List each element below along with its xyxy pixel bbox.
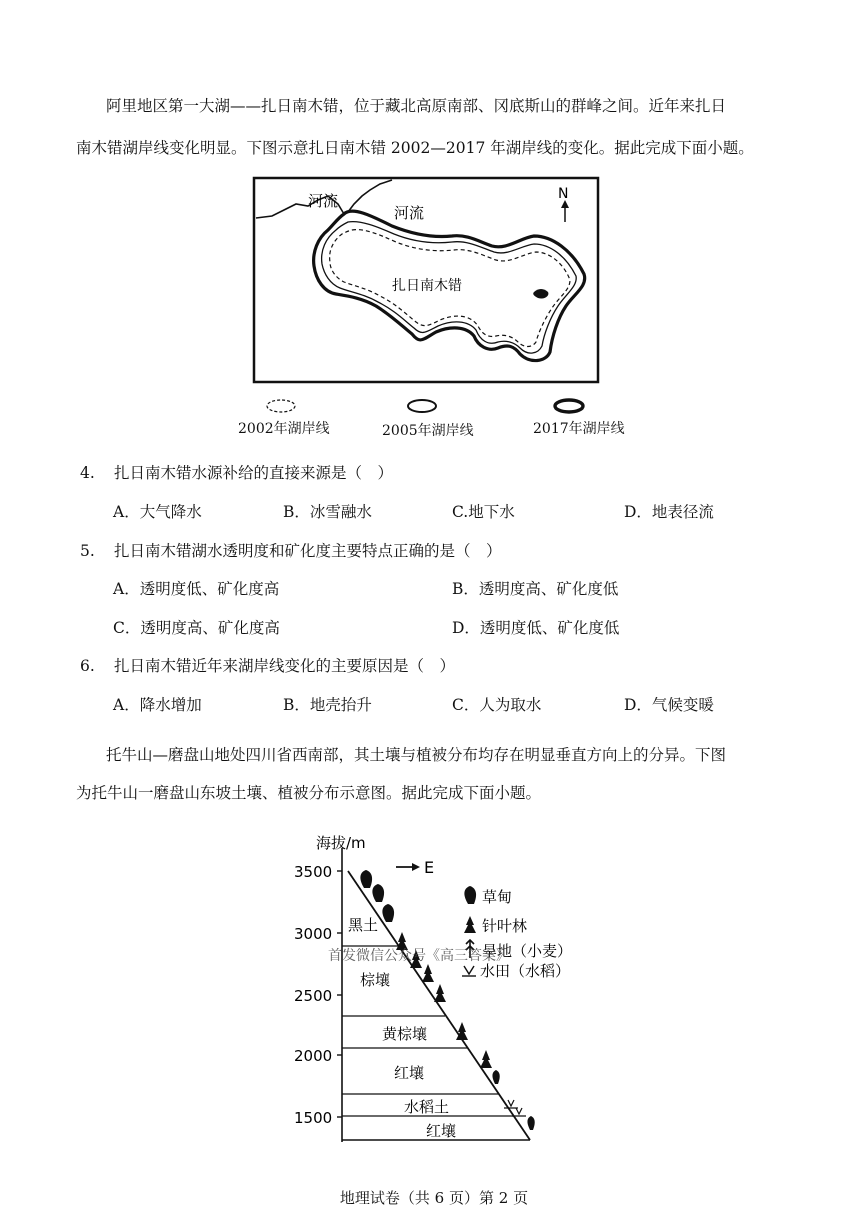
page-footer: 地理试卷（共 6 页）第 2 页 bbox=[339, 1189, 529, 1207]
soil-vegetation-profile bbox=[290, 830, 590, 1145]
legend-paddy-icon bbox=[462, 966, 476, 976]
q4-option-b[interactable]: B．冰雪融水 bbox=[283, 503, 372, 521]
tick-2000: 2000 bbox=[294, 1047, 333, 1065]
legend-paddy-label: 水田（水稻） bbox=[480, 962, 571, 980]
soil-label-paddy: 水稻土 bbox=[404, 1098, 450, 1116]
q6-option-a[interactable]: A．降水增加 bbox=[113, 696, 202, 714]
river-label-1: 河流 bbox=[308, 192, 339, 210]
q5-option-a[interactable]: A．透明度低、矿化度高 bbox=[113, 580, 280, 598]
q4-option-d[interactable]: D．地表径流 bbox=[624, 503, 714, 521]
legend-label-2002: 2002年湖岸线 bbox=[238, 421, 330, 437]
direction-label: E bbox=[424, 858, 435, 877]
tick-1500: 1500 bbox=[294, 1109, 333, 1127]
soil-label-black: 黑土 bbox=[348, 916, 379, 934]
q5-option-c[interactable]: C．透明度高、矿化度高 bbox=[113, 619, 280, 637]
legend-meadow-label: 草甸 bbox=[482, 888, 513, 906]
intro-paragraph-1 bbox=[76, 94, 800, 160]
river-label-2: 河流 bbox=[394, 204, 425, 222]
tick-3000: 3000 bbox=[294, 925, 333, 943]
question-5 bbox=[80, 539, 502, 561]
legend-meadow-icon bbox=[464, 886, 476, 904]
question-6-number: 6. bbox=[80, 657, 95, 675]
soil-label-brown: 棕壤 bbox=[360, 971, 391, 989]
q6-option-b[interactable]: B．地壳抬升 bbox=[283, 696, 372, 714]
intro-1-line-2: 南木错湖岸线变化明显。下图示意扎日南木错 2002—2017 年湖岸线的变化。据此完成下面小题。 bbox=[76, 139, 754, 157]
question-4-number: 4. bbox=[80, 464, 95, 482]
north-label: N bbox=[558, 186, 569, 202]
y-axis-label: 海拔/m bbox=[316, 834, 366, 852]
intro-1-line-1: 阿里地区第一大湖——扎日南木错，位于藏北高原南部、冈底斯山的群峰之间。近年来扎日 bbox=[106, 97, 727, 115]
q5-option-d[interactable]: D．透明度低、矿化度低 bbox=[452, 619, 620, 637]
question-4-text: 扎日南木错水源补给的直接来源是（ ） bbox=[114, 464, 394, 482]
question-6-text: 扎日南木错近年来湖岸线变化的主要原因是（ ） bbox=[114, 657, 456, 675]
q4-option-c[interactable]: C.地下水 bbox=[452, 503, 515, 521]
q6-option-d[interactable]: D．气候变暖 bbox=[624, 696, 714, 714]
q6-option-c[interactable]: C．人为取水 bbox=[452, 696, 542, 714]
question-4 bbox=[80, 461, 393, 483]
q5-option-b[interactable]: B．透明度高、矿化度低 bbox=[452, 580, 619, 598]
tick-3500: 3500 bbox=[294, 863, 333, 881]
intro-2-line-1: 托牛山—磨盘山地处四川省西南部，其土壤与植被分布均存在明显垂直方向上的分异。下图 bbox=[106, 746, 727, 764]
question-5-number: 5. bbox=[80, 542, 95, 560]
lake-shoreline-map bbox=[252, 176, 602, 386]
watermark: 首发微信公众号《高三答案》 bbox=[328, 948, 510, 964]
legend-symbol-2017 bbox=[552, 397, 586, 415]
legend-label-2017: 2017年湖岸线 bbox=[533, 421, 625, 437]
paddy-icons bbox=[504, 1100, 526, 1116]
soil-label-red-lower: 红壤 bbox=[426, 1122, 457, 1140]
legend-label-2005: 2005年湖岸线 bbox=[382, 423, 474, 439]
question-5-text: 扎日南木错湖水透明度和矿化度主要特点正确的是（ ） bbox=[114, 542, 502, 560]
tick-2500: 2500 bbox=[294, 987, 333, 1005]
q4-option-a[interactable]: A．大气降水 bbox=[113, 503, 202, 521]
legend-conifer-label: 针叶林 bbox=[482, 917, 528, 935]
legend-conifer-icon bbox=[464, 916, 476, 933]
legend-dryland-label: 旱地（小麦） bbox=[482, 942, 573, 960]
meadow-icons bbox=[360, 870, 534, 1130]
soil-label-yellow-brown: 黄棕壤 bbox=[382, 1025, 428, 1043]
legend-symbol-2005 bbox=[406, 397, 438, 415]
intro-paragraph-2 bbox=[76, 743, 800, 805]
lake-label: 扎日南木错 bbox=[392, 278, 462, 294]
intro-2-line-2: 为托牛山一磨盘山东坡土壤、植被分布示意图。据此完成下面小题。 bbox=[76, 784, 542, 802]
question-6 bbox=[80, 654, 455, 676]
legend-symbol-2002 bbox=[265, 397, 297, 415]
soil-label-red-upper: 红壤 bbox=[394, 1064, 425, 1082]
